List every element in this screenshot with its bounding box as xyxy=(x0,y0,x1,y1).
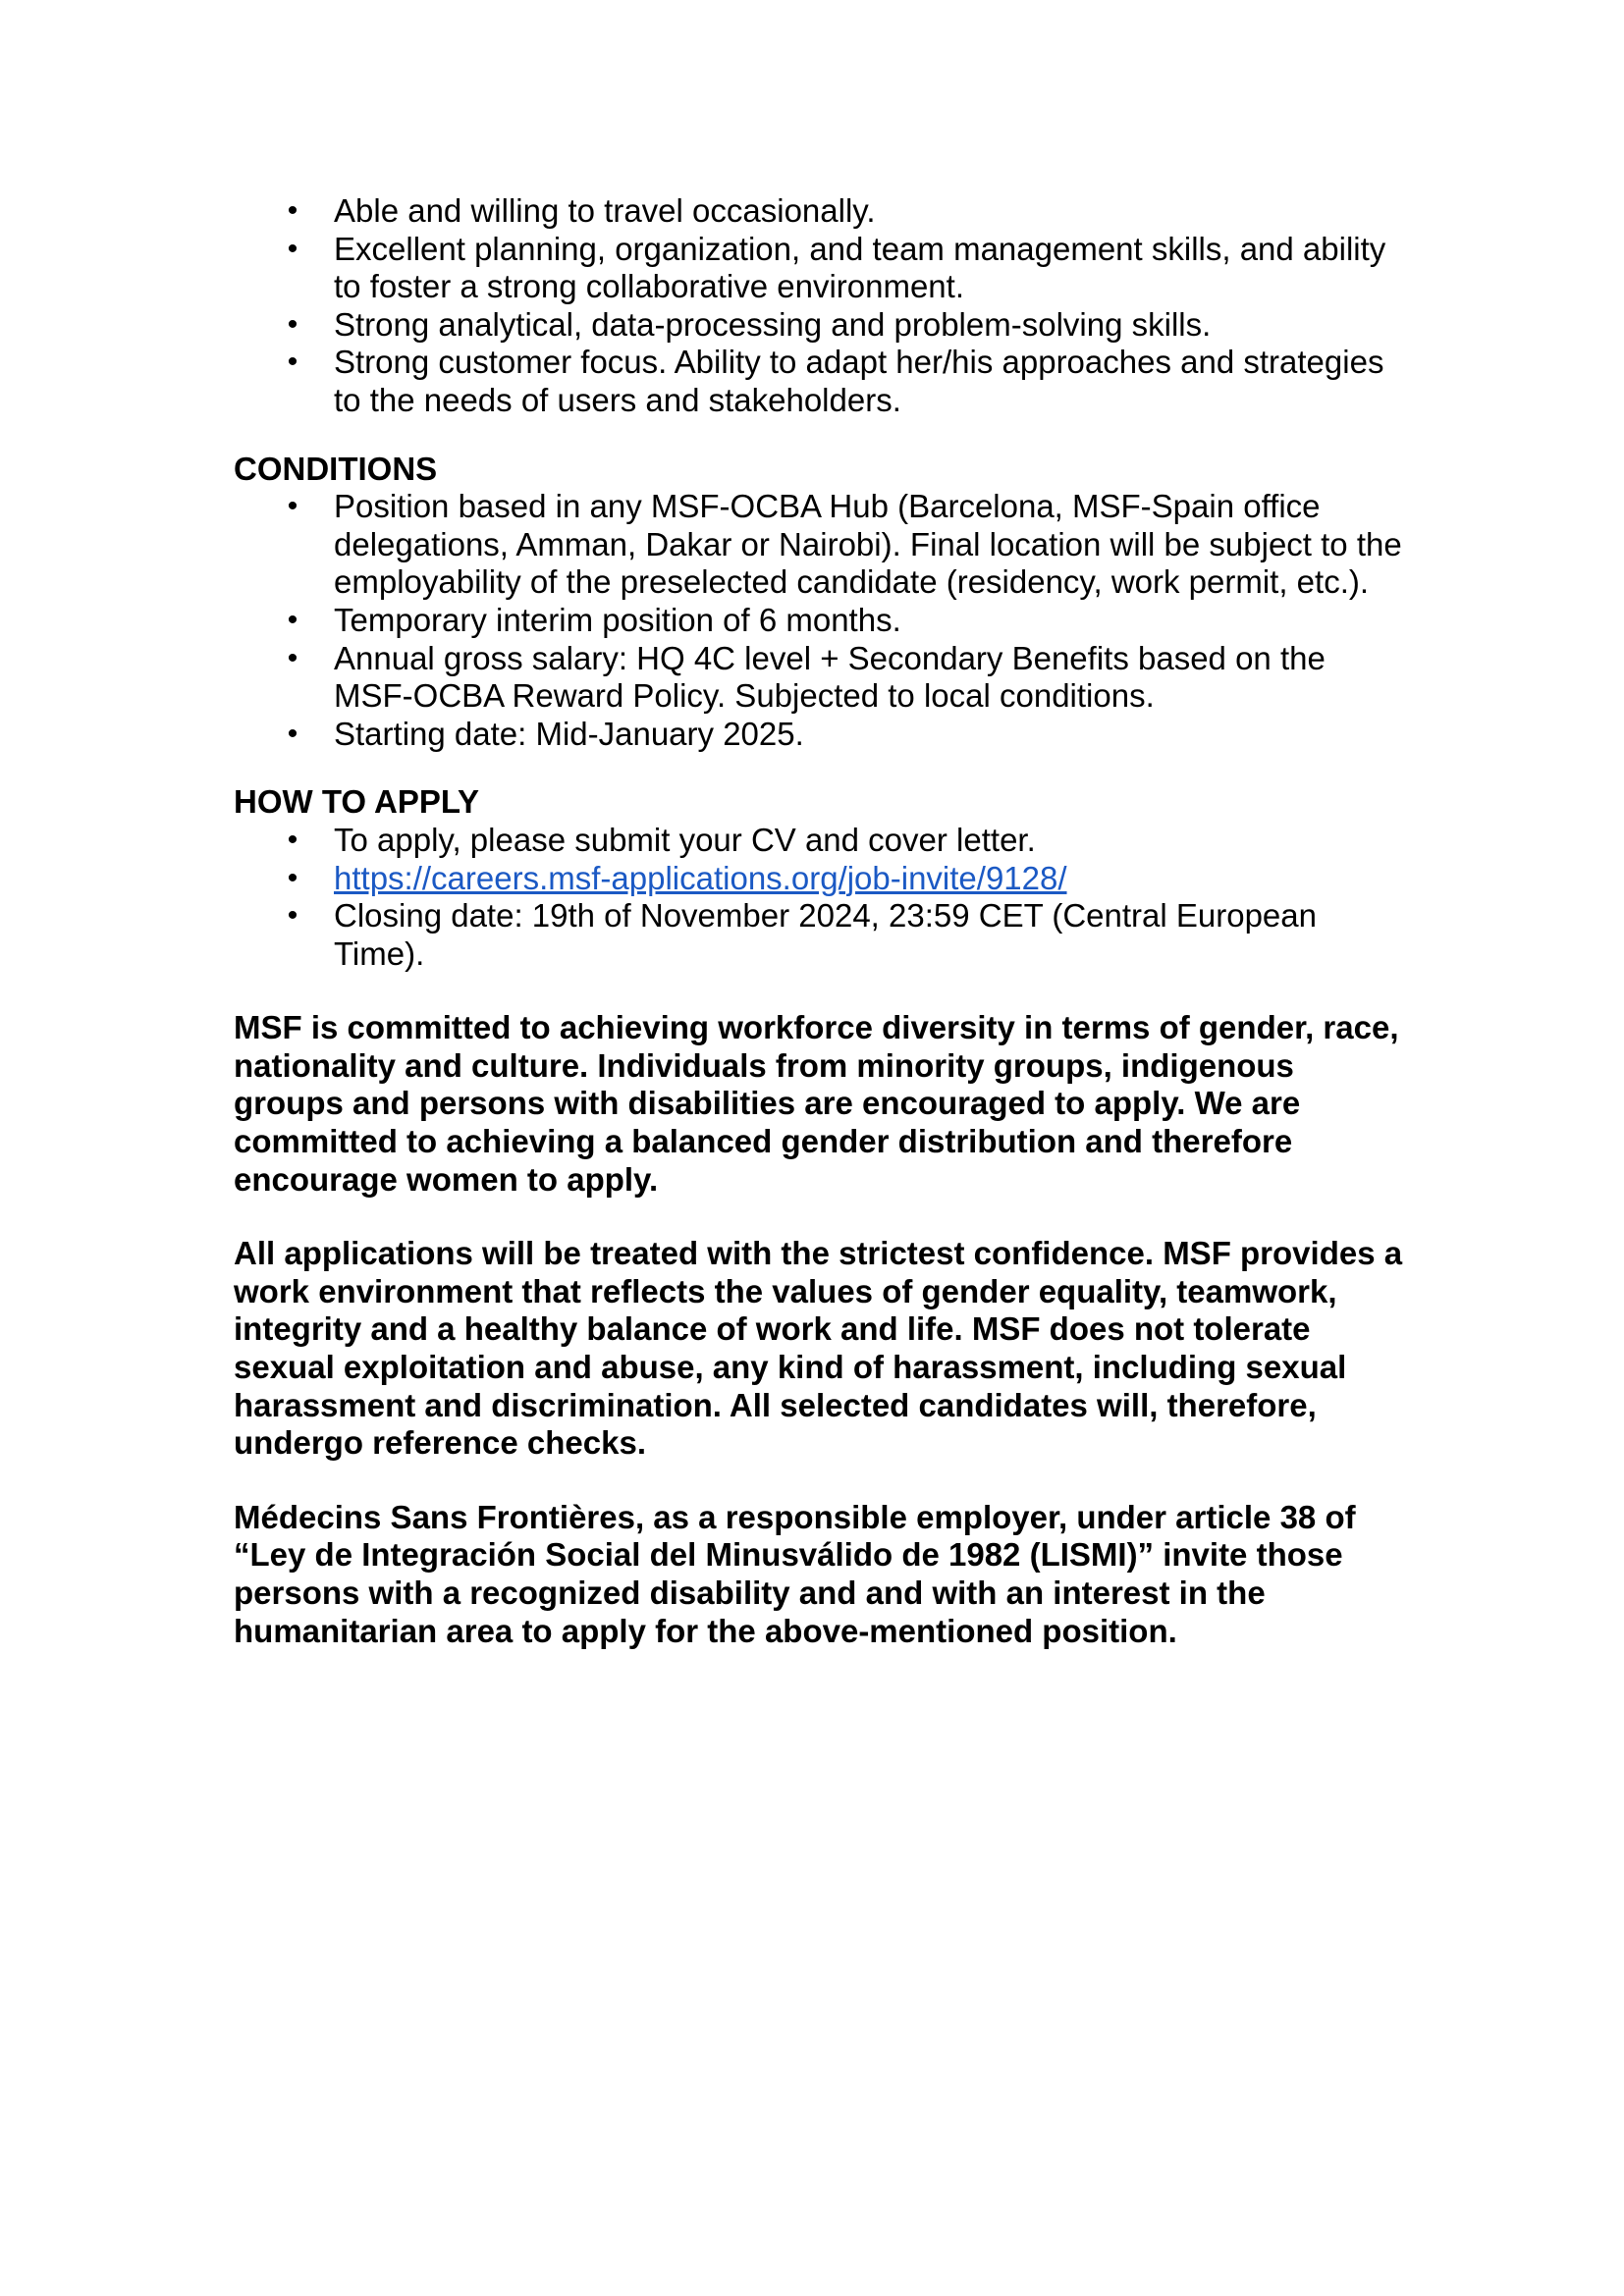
list-item: • Position based in any MSF-OCBA Hub (Barcelona, MSF-Spain office delegations, Amman, Dakar or Nairobi). Final location will be subject to the employability of the preselected candidate (residency, work permit, etc.). xyxy=(234,488,1412,602)
bullet-icon: • xyxy=(287,603,298,636)
list-item: • Temporary interim position of 6 months. xyxy=(234,602,1412,640)
application-link[interactable]: https://careers.msf-applications.org/job-invite/9128/ xyxy=(334,859,1067,896)
list-item xyxy=(234,860,1412,898)
bullet-icon: • xyxy=(287,899,298,933)
bullet-icon: • xyxy=(287,490,298,523)
bullet-icon: • xyxy=(287,346,298,379)
conditions-heading: CONDITIONS xyxy=(234,450,438,487)
list-item: • Excellent planning, organization, and team management skills, and ability to foster a strong collaborative environment. xyxy=(234,231,1412,306)
bullet-icon: • xyxy=(287,194,298,227)
lismi-statement: Médecins Sans Frontières, as a responsible employer, under article 38 of “Ley de Integración Social del Minusválido de 1982 (LISMI)” invite those persons with a recognized disability and and with an interest in the humanitarian area to apply for the above-mentioned position. xyxy=(234,1498,1356,1649)
list-item: • Closing date: 19th of November 2024, 23:59 CET (Central European Time). xyxy=(234,897,1412,973)
bullet-icon: • xyxy=(287,232,298,265)
bullet-icon: • xyxy=(287,861,298,894)
confidentiality-statement: All applications will be treated with the strictest confidence. MSF provides a work environment that reflects the values of gender equality, teamwork, integrity and a healthy balance of work and life. MSF does not tolerate sexual exploitation and abuse, any kind of harassment, including sexual harassment and discrimination. All selected candidates will, therefore, undergo reference checks. xyxy=(234,1235,1403,1462)
conditions-list xyxy=(234,488,1412,753)
list-item: • Able and willing to travel occasionally. xyxy=(234,192,1412,231)
how-to-apply-heading: HOW TO APPLY xyxy=(234,783,479,821)
list-item: • Strong customer focus. Ability to adapt her/his approaches and strategies to the needs of users and stakeholders. xyxy=(234,344,1412,419)
requirements-list xyxy=(234,192,1412,420)
bullet-icon: • xyxy=(287,717,298,750)
list-item: • To apply, please submit your CV and cover letter. xyxy=(234,822,1412,860)
list-item: • Strong analytical, data-processing and problem-solving skills. xyxy=(234,306,1412,345)
diversity-statement: MSF is committed to achieving workforce diversity in terms of gender, race, nationality and culture. Individuals from minority groups, indigenous groups and persons with disabilities are encouraged to apply. We are committed to achieving a balanced gender distribution and therefore encourage women to apply. xyxy=(234,1009,1399,1198)
how-to-apply-list xyxy=(234,822,1412,973)
bullet-icon: • xyxy=(287,823,298,856)
bullet-icon: • xyxy=(287,641,298,674)
document-page xyxy=(234,192,1412,1650)
list-item: • Starting date: Mid-January 2025. xyxy=(234,716,1412,754)
list-item: • Annual gross salary: HQ 4C level + Secondary Benefits based on the MSF-OCBA Reward Policy. Subjected to local conditions. xyxy=(234,640,1412,716)
bullet-icon: • xyxy=(287,307,298,341)
